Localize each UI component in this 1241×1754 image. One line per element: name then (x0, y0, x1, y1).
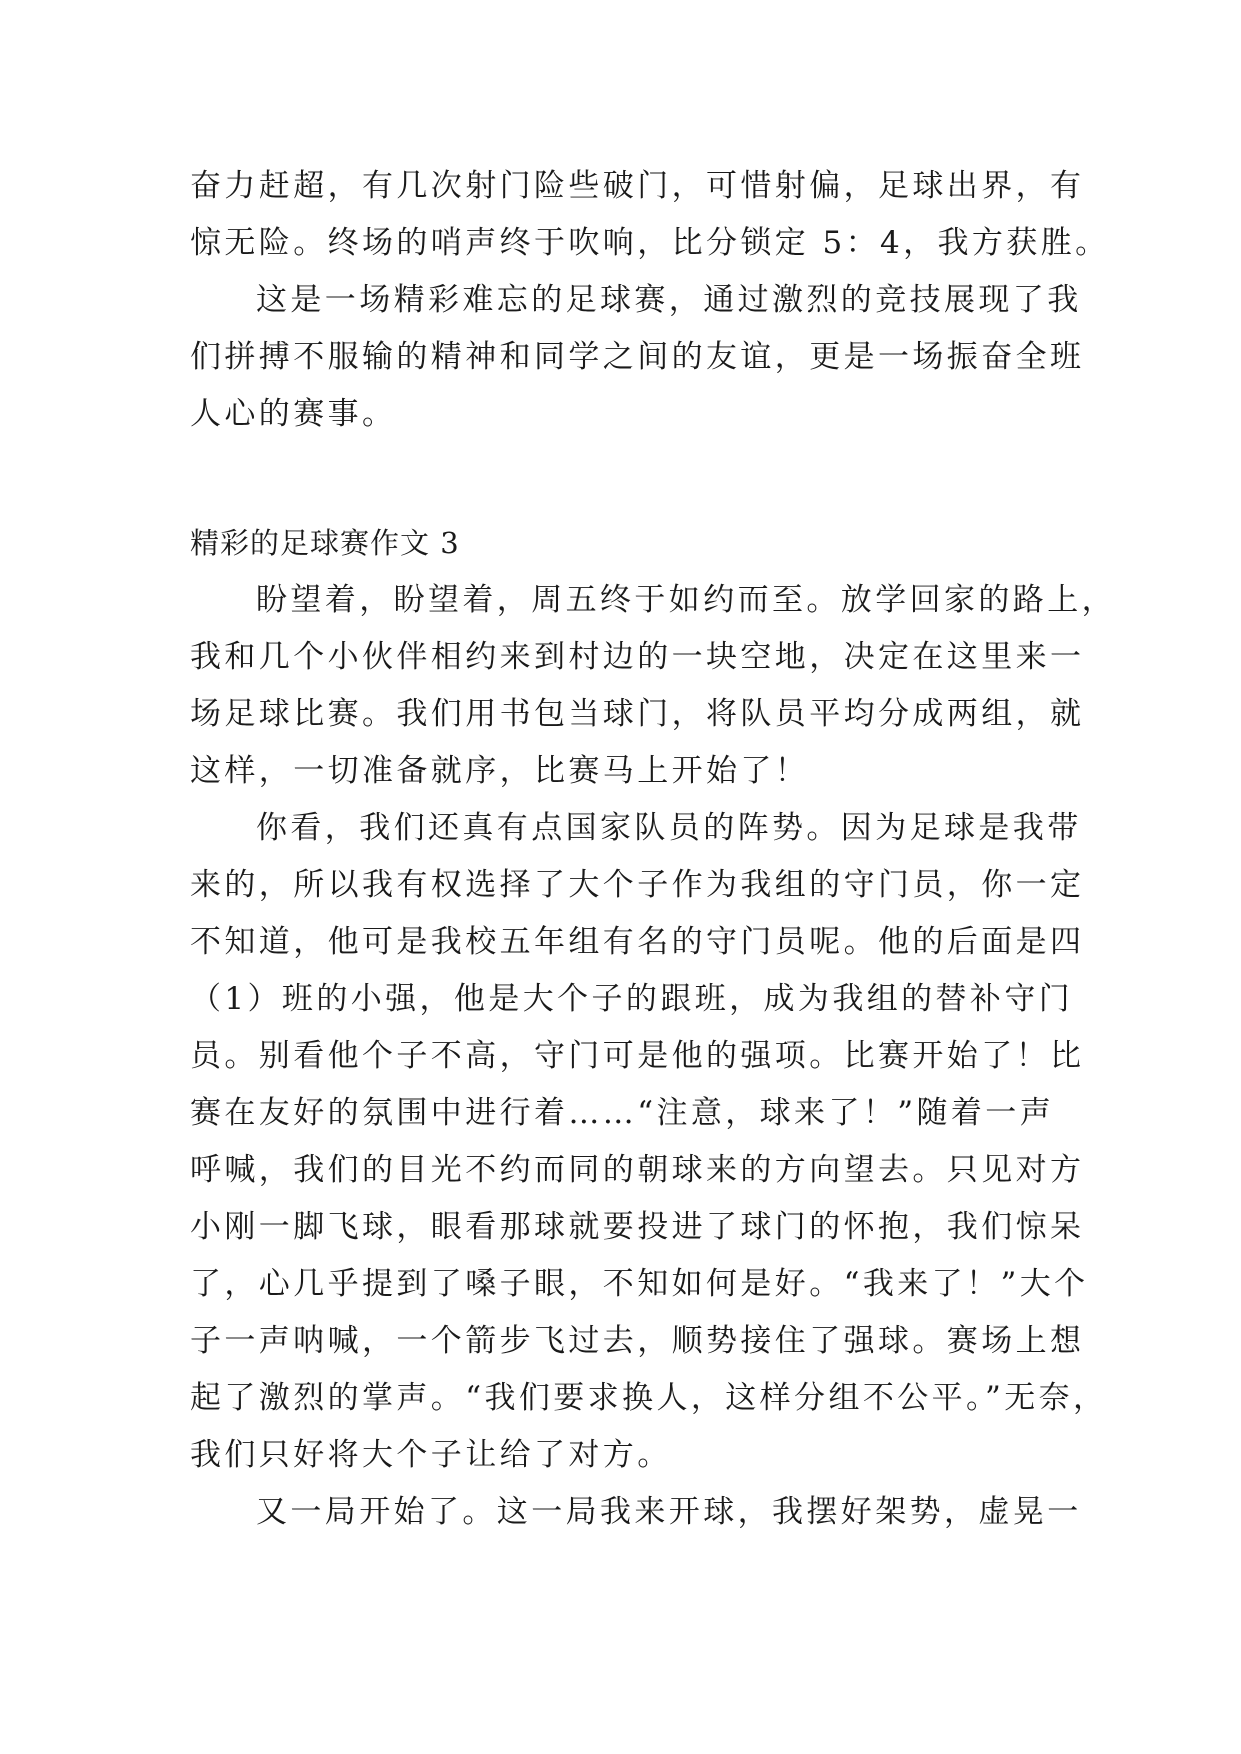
text-line: 员。别看他个子不高，守门可是他的强项。比赛开始了！比 (190, 1038, 1085, 1074)
text-line: 你看，我们还真有点国家队员的阵势。因为足球是我带 (256, 810, 1082, 846)
section-gap (190, 443, 1052, 515)
text-line: 这是一场精彩难忘的足球赛，通过激烈的竞技展现了我 (256, 282, 1082, 318)
text-line: 又一局开始了。这一局我来开球，我摆好架势，虚晃一 (256, 1494, 1082, 1530)
paragraph-prev-1 (190, 158, 1110, 272)
text-line: 们拼搏不服输的精神和同学之间的友谊，更是一场振奋全班 (190, 339, 1085, 375)
text-line: 来的，所以我有权选择了大个子作为我组的守门员，你一定 (190, 867, 1085, 903)
text-line: 人心的赛事。 (190, 396, 397, 432)
text-line: 不知道，他可是我校五年组有名的守门员呢。他的后面是四 (190, 924, 1085, 960)
paragraph-3-1 (190, 572, 1116, 800)
text-line: 赛在友好的氛围中进行着……“注意，球来了！”随着一声 (190, 1095, 1055, 1131)
paragraph-prev-2 (190, 272, 1085, 443)
text-line: 惊无险。终场的哨声终于吹响，比分锁定 5：4，我方获胜。 (190, 225, 1110, 261)
text-line: 奋力赶超，有几次射门险些破门，可惜射偏，足球出界，有 (190, 168, 1085, 204)
text-line: 了，心几乎提到了嗓子眼，不知如何是好。“我来了！”大个 (190, 1266, 1089, 1302)
paragraph-3-2 (190, 800, 1108, 1484)
text-line: 我和几个小伙伴相约来到村边的一块空地，决定在这里来一 (190, 639, 1085, 675)
text-line: 这样，一切准备就序，比赛马上开始了！ (190, 753, 810, 789)
text-line: 呼喊，我们的目光不约而同的朝球来的方向望去。只见对方 (190, 1152, 1085, 1188)
paragraph-3-3 (190, 1484, 1082, 1541)
text-line: 小刚一脚飞球，眼看那球就要投进了球门的怀抱，我们惊呆 (190, 1209, 1085, 1245)
text-line: 子一声呐喊，一个箭步飞过去，顺势接住了强球。赛场上想 (190, 1323, 1085, 1359)
text-line: 起了激烈的掌声。“我们要求换人，这样分组不公平。”无奈， (190, 1380, 1108, 1416)
text-line: 盼望着，盼望着，周五终于如约而至。放学回家的路上， (256, 582, 1116, 618)
document-page (190, 158, 1116, 1541)
section-title: 精彩的足球赛作文 3 (190, 526, 460, 560)
text-line: 场足球比赛。我们用书包当球门，将队员平均分成两组，就 (190, 696, 1085, 732)
text-line: （1）班的小强，他是大个子的跟班，成为我组的替补守门 (190, 981, 1074, 1017)
text-line: 我们只好将大个子让给了对方。 (190, 1437, 672, 1473)
